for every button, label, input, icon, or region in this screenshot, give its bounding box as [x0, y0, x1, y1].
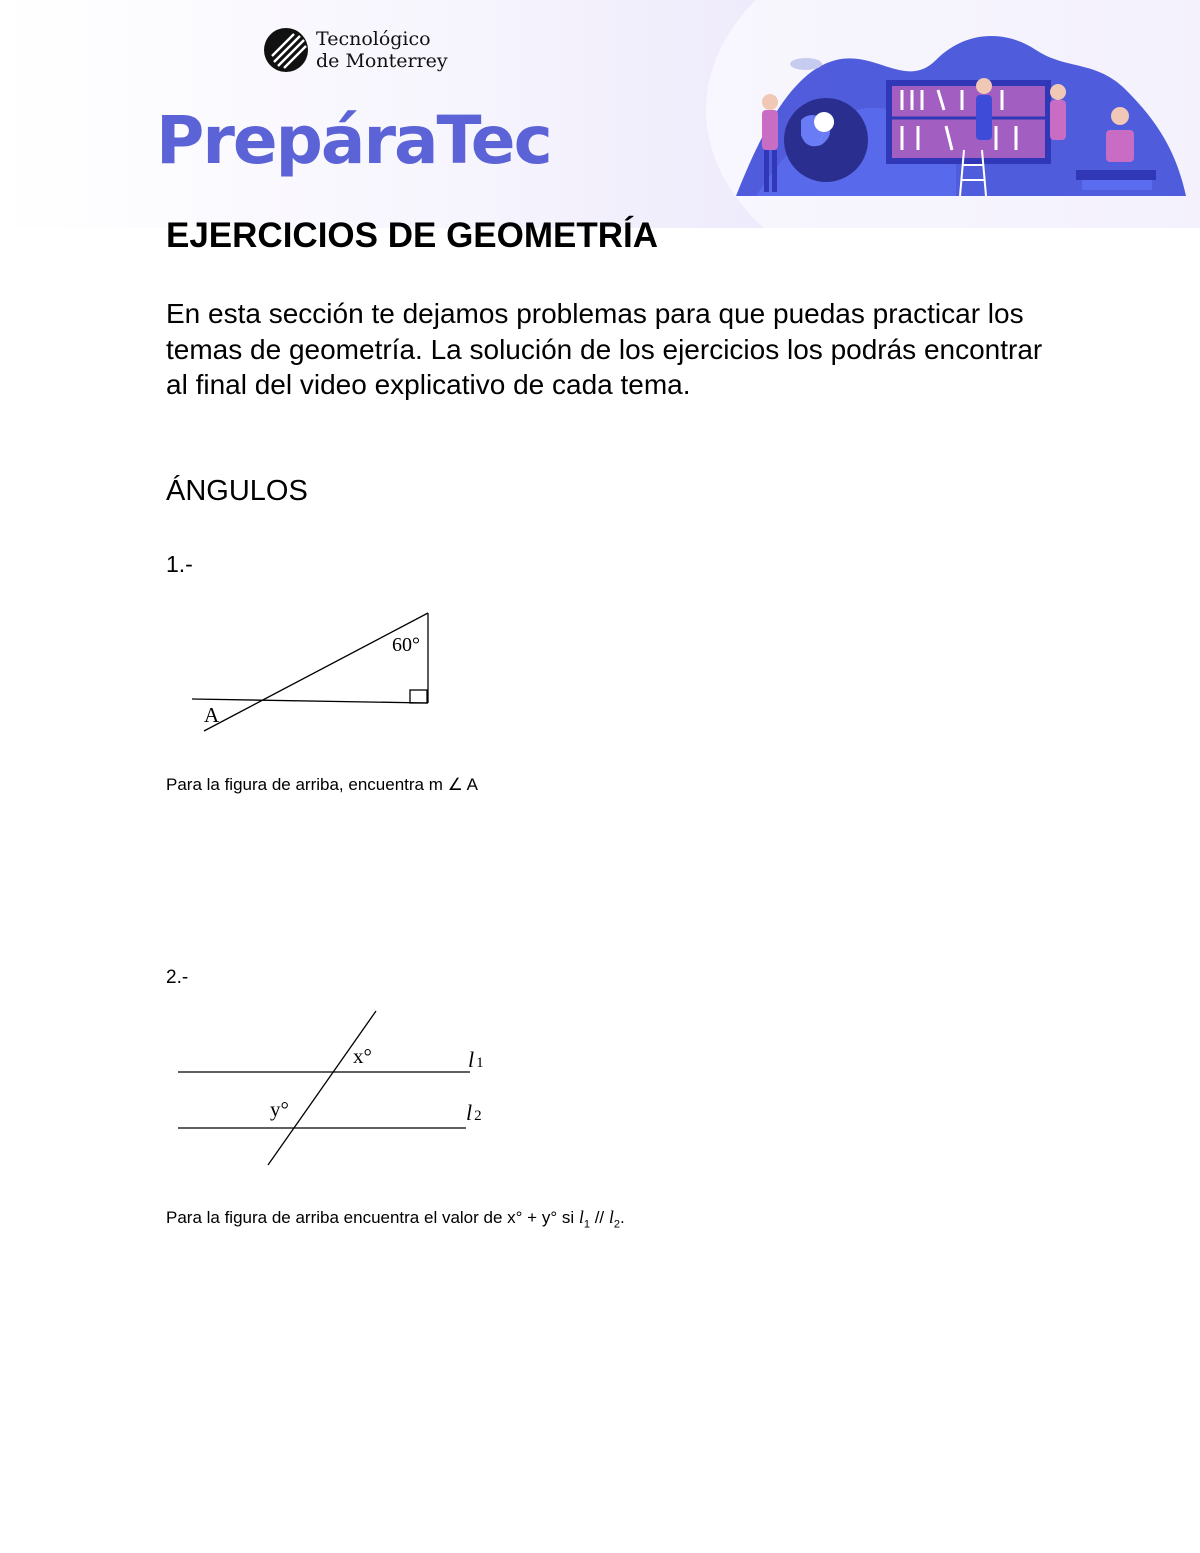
l2-label: l 2	[466, 1100, 482, 1125]
l1-label: l 1	[468, 1047, 484, 1072]
l2-symbol: l	[608, 1207, 614, 1227]
base-line	[192, 699, 428, 703]
point-a-label: A	[204, 703, 220, 727]
exercise-1-question: Para la figura de arriba, encuentra m ∠ A	[166, 775, 478, 794]
institution-line-2: de Monterrey	[316, 50, 448, 72]
exercise-1-figure	[186, 605, 446, 740]
right-angle-marker	[410, 690, 427, 703]
l2-subscript: 2	[613, 1218, 621, 1231]
question-end: .	[620, 1208, 625, 1227]
section-heading: ÁNGULOS	[166, 475, 308, 507]
parallel-symbol: //	[589, 1208, 609, 1227]
exercise-1-number: 1.-	[166, 551, 193, 577]
x-angle-label: x°	[353, 1044, 372, 1068]
header-banner	[0, 0, 1200, 228]
question-prefix: Para la figura de arriba encuentra el valor de x° + y° si	[166, 1208, 579, 1227]
preparatec-brand: PrepáraTec	[156, 102, 551, 179]
angle-60-label: 60°	[392, 634, 420, 656]
hypotenuse-line	[204, 613, 428, 731]
institution-line-1: Tecnológico	[316, 28, 431, 50]
l1-symbol: l	[578, 1207, 584, 1227]
tec-shield-logo-icon	[262, 26, 310, 74]
exercise-2-question	[166, 1206, 625, 1235]
intro-paragraph: En esta sección te dejamos problemas para que puedas practicar los temas de geometría. La solución de los ejercicios los podrás encontrar al final del video explicativo de cada tema.	[166, 298, 1043, 400]
l1-subscript: 1	[583, 1218, 590, 1231]
institution-name	[316, 28, 448, 72]
library-illustration-icon	[706, 0, 1200, 228]
exercise-2-figure	[170, 1005, 510, 1175]
transversal-line	[268, 1011, 376, 1165]
exercise-2-number: 2.-	[166, 967, 189, 988]
y-angle-label: y°	[270, 1097, 289, 1121]
document-title: EJERCICIOS DE GEOMETRÍA	[166, 216, 659, 255]
